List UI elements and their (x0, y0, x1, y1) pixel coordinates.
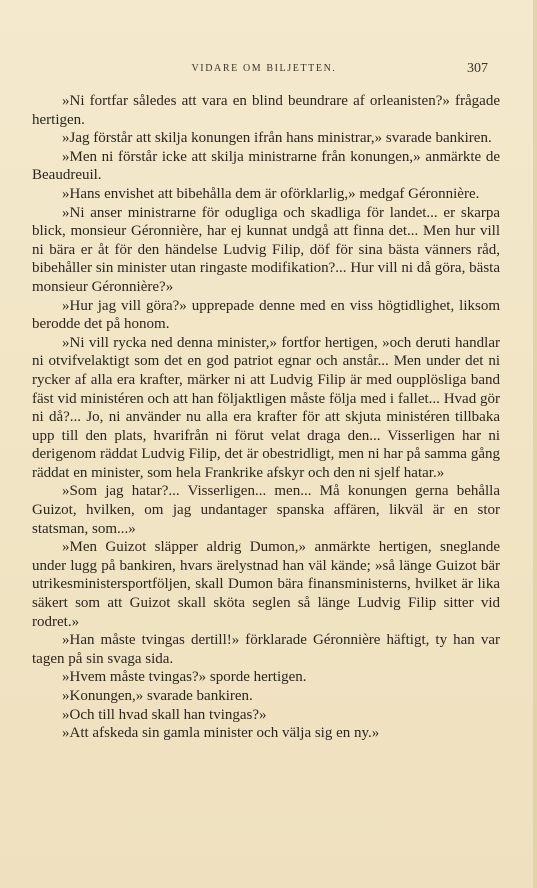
paragraph: »Han måste tvingas dertill!» förklarade Géronnière häftigt, ty han var tagen på sin svaga sida. (32, 632, 500, 667)
paragraph: »Ni fortfar således att vara en blind beundrare af orleanisten?» frågade hertigen. (32, 93, 500, 128)
paragraph: »Hans envishet att bibehålla dem är oförklarlig,» medgaf Géronnière. (62, 185, 480, 202)
body-text (32, 92, 500, 743)
paragraph: »Hvem måste tvingas?» sporde hertigen. (62, 669, 307, 686)
paragraph: »Jag förstår att skilja konungen ifrån hans ministrar,» svarade bankiren. (62, 130, 492, 147)
page-number: 307 (467, 61, 488, 76)
paragraph: »Men Guizot släpper aldrig Dumon,» anmärkte hertigen, sneglande under lugg på bankiren, hvars ärelystnad han väl kände; »så länge Guizot bär utrikesministersportföljen, skall Dumon bära finansministerns, hvilket är lika säkert som att Guizot skall sköta seglen så länge Ludvig Filip sitter vid rodret.» (32, 539, 500, 630)
paragraph: »Som jag hatar?... Visserligen... men... Må konungen gerna behålla Guizot, hvilken, om jag undantager spanska affären, likväl är en stor statsman, som...» (32, 483, 500, 537)
page-header (40, 63, 488, 81)
paragraph: »Konungen,» svarade bankiren. (62, 688, 253, 704)
paragraph: »Att afskeda sin gamla minister och välja sig en ny.» (62, 725, 380, 742)
paragraph: »Ni vill rycka ned denna minister,» fortfor hertigen, »och deruti handlar ni otvifvelaktigt som det en god patriot egnar och anstår... Men under det ni rycker af alla era krafter, märker ni att Ludvig Filip är med oupplösliga band fäst vid ministéren och att han följaktligen måste följa med i fallet... Hvad gör ni då?... Jo, ni använder nu alla era krafter för att skjuta ministéren tillbaka upp till den plats, hvarifrån ni förut velat draga den... Visserligen har ni derigenom räddat Ludvig Filip, det är obestridligt, men ni har på samma gång räddat en minister, som hela Frankrike afskyr och den ni sjelf hatar.» (32, 334, 500, 481)
paragraph: »Men ni förstår icke att skilja ministrarne från konungen,» anmärkte de Beaudreuil. (32, 148, 500, 184)
paragraph: »Och till hvad skall han tvingas?» (62, 706, 267, 723)
page-edge (533, 0, 537, 888)
paragraph: »Ni anser ministrarne för odugliga och skadliga för landet... er skarpa blick, monsieur Géronnière, har ej kunnat undgå att finna det... Men hur vill ni bära er åt för den händelse Ludvig Filip, döf för sina bästa vänners råd, bibehåller sin minister utan ringaste modifikation?... Hur vill ni då göra, bästa monsieur Géronnière?» (32, 204, 500, 295)
running-head: VIDARE OM BILJETTEN. (191, 63, 337, 74)
paragraph: »Hur jag vill göra?» upprepade denne med en viss högtidlighet, liksom berodde det på honom. (32, 297, 500, 333)
